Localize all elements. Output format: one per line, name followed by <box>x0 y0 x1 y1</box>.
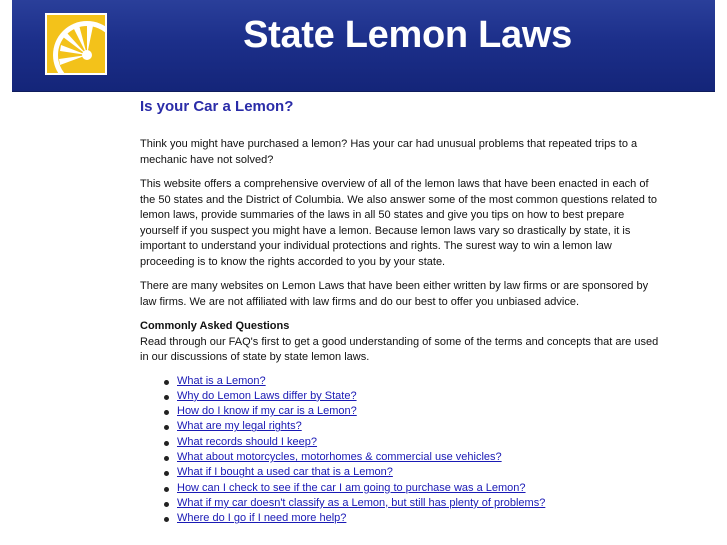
list-item <box>177 511 660 526</box>
faq-link-used-car[interactable]: What if I bought a used car that is a Lemon? <box>177 466 393 479</box>
faq-link-check-car[interactable]: How can I check to see if the car I am going to purchase was a Lemon? <box>177 481 526 494</box>
list-item <box>177 435 660 450</box>
list-item <box>177 374 660 389</box>
faq-link-more-help[interactable]: Where do I go if I need more help? <box>177 512 347 525</box>
faq-link-how-do-i-know[interactable]: How do I know if my car is a Lemon? <box>177 405 357 418</box>
list-item <box>177 481 660 496</box>
faq-link-what-is-lemon[interactable]: What is a Lemon? <box>177 374 266 387</box>
overview-paragraph: This website offers a comprehensive overview of all of the lemon laws that have been enacted in each of the 50 states and the District of Columbia. We also answer some of the most common questions related to lemon laws, provide summaries of the laws in all 50 states and give you tips on how to best prepare yourself if you suspect you might have a lemon. Because lemon laws vary so drastically by state, it is important to understand your individual protections and rights. The surest way to win a lemon law proceeding is to know the rights accorded to you by your state. <box>140 178 658 268</box>
site-title: State Lemon Laws <box>243 14 572 56</box>
lemon-slice-icon[interactable] <box>45 13 107 75</box>
faq-link-differ-by-state[interactable]: Why do Lemon Laws differ by State? <box>177 389 357 402</box>
faq-link-legal-rights[interactable]: What are my legal rights? <box>177 420 302 433</box>
faq-list <box>140 374 660 527</box>
intro-paragraph: Think you might have purchased a lemon? Has your car had unusual problems that repeated trips to a mechanic have not solved? <box>140 138 638 166</box>
faq-link-records[interactable]: What records should I keep? <box>177 435 318 448</box>
list-item <box>177 450 660 465</box>
faq-intro: Read through our FAQ's first to get a good understanding of some of the terms and concepts that are used in our discussions of state by state lemon laws. <box>140 335 659 363</box>
faq-heading: Commonly Asked Questions <box>140 320 290 332</box>
list-item <box>177 404 660 419</box>
site-header <box>12 0 715 92</box>
affiliation-paragraph: There are many websites on Lemon Laws that have been either written by law firms or are sponsored by law firms. We are not affiliated with law firms and do our best to offer you unbiased advice. <box>140 280 649 308</box>
list-item <box>177 389 660 404</box>
page-heading: Is your Car a Lemon? <box>140 98 294 115</box>
faq-link-not-lemon[interactable]: What if my car doesn't classify as a Lemon, but still has plenty of problems? <box>177 496 546 509</box>
faq-link-motorcycles[interactable]: What about motorcycles, motorhomes & commercial use vehicles? <box>177 450 502 463</box>
list-item <box>177 465 660 480</box>
list-item <box>177 496 660 511</box>
main-content <box>140 96 660 526</box>
list-item <box>177 419 660 434</box>
